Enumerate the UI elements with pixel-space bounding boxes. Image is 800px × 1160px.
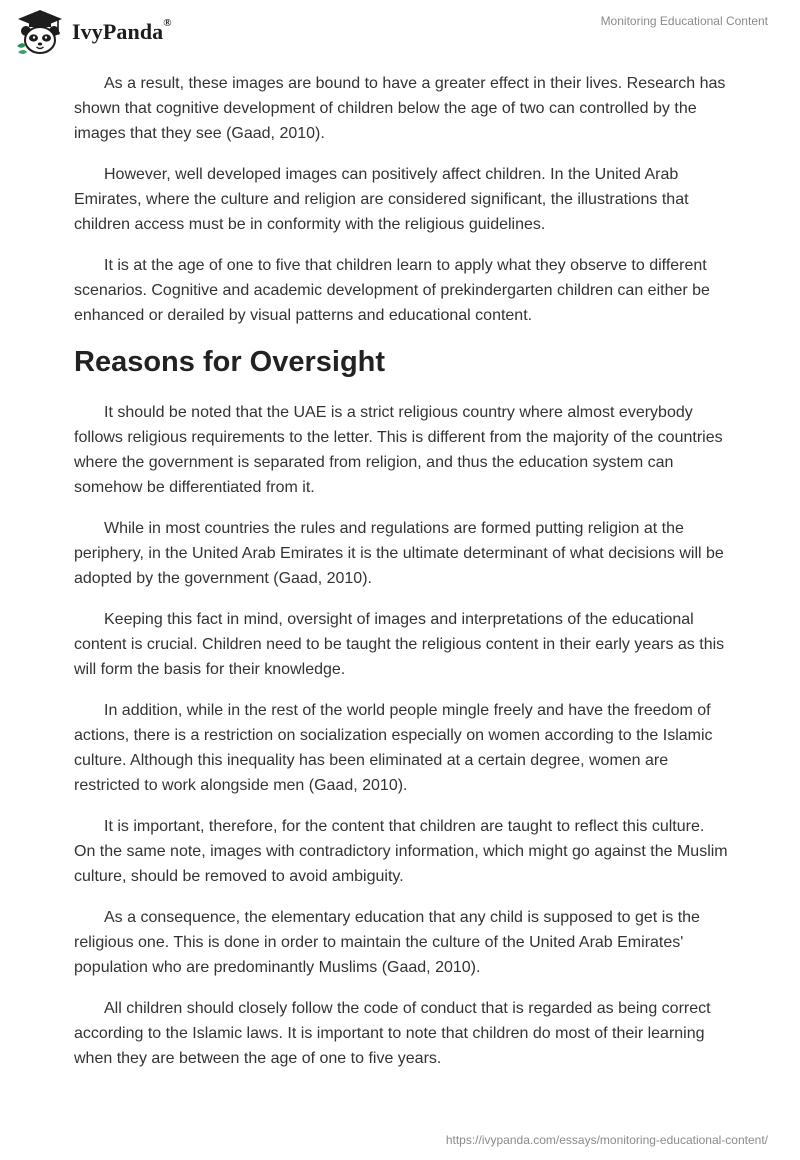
paragraph: While in most countries the rules and regulations are formed putting religion at the periphery, in the United Arab Emirates it is the ultimate determinant of what decisions will be adopted by the government (Gaad, 2010). <box>74 520 724 587</box>
registered-mark: ® <box>163 17 172 29</box>
page-header <box>0 0 800 64</box>
paragraph: As a consequence, the elementary education that any child is supposed to get is the religious one. This is done in order to maintain the culture of the United Arab Emirates' population who are predominantly Muslims (Gaad, 2010). <box>74 909 700 976</box>
paragraph: All children should closely follow the code of conduct that is regarded as being correct according to the Islamic laws. It is important to note that children do most of their learning when they are between the age of one to five years. <box>74 1000 711 1067</box>
section-heading: Reasons for Oversight <box>74 346 386 378</box>
ivypanda-logo[interactable] <box>14 8 172 56</box>
paragraph: However, well developed images can positively affect children. In the United Arab Emirates, where the culture and religion are considered significant, the illustrations that children access must be in conformity with the religious guidelines. <box>74 166 689 233</box>
paragraph: Keeping this fact in mind, oversight of images and interpretations of the educational content is crucial. Children need to be taught the religious content in their early years as this will form the basis for their knowledge. <box>74 611 725 678</box>
paragraph: It should be noted that the UAE is a strict religious country where almost everybody follows religious requirements to the letter. This is different from the majority of the countries where the government is separated from religion, and thus the education system can somehow be differentiated from it. <box>74 404 723 496</box>
paragraph: As a result, these images are bound to have a greater effect in their lives. Research has shown that cognitive development of children below the age of two can controlled by the images that they see (Gaad, 2010). <box>74 75 726 142</box>
brand-name-text: IvyPanda <box>72 19 164 44</box>
brand-name <box>72 19 172 45</box>
paragraph: It is at the age of one to five that children learn to apply what they observe to different scenarios. Cognitive and academic development of prekindergarten children can either be enhanced or derailed by visual patterns and educational content. <box>74 257 710 324</box>
document-title: Monitoring Educational Content <box>600 14 768 28</box>
source-url[interactable]: https://ivypanda.com/essays/monitoring-educational-content/ <box>445 1133 768 1147</box>
paragraph: In addition, while in the rest of the world people mingle freely and have the freedom of actions, there is a restriction on socialization especially on women according to the Islamic culture. Although this inequality has been eliminated at a certain degree, women are restricted to work alongside men (Gaad, 2010). <box>74 702 713 794</box>
essay-content <box>74 71 729 1087</box>
panda-graduation-cap-logo-icon <box>14 8 66 56</box>
paragraph: It is important, therefore, for the content that children are taught to reflect this culture. On the same note, images with contradictory information, which might go against the Muslim culture, should be removed to avoid ambiguity. <box>74 818 728 885</box>
